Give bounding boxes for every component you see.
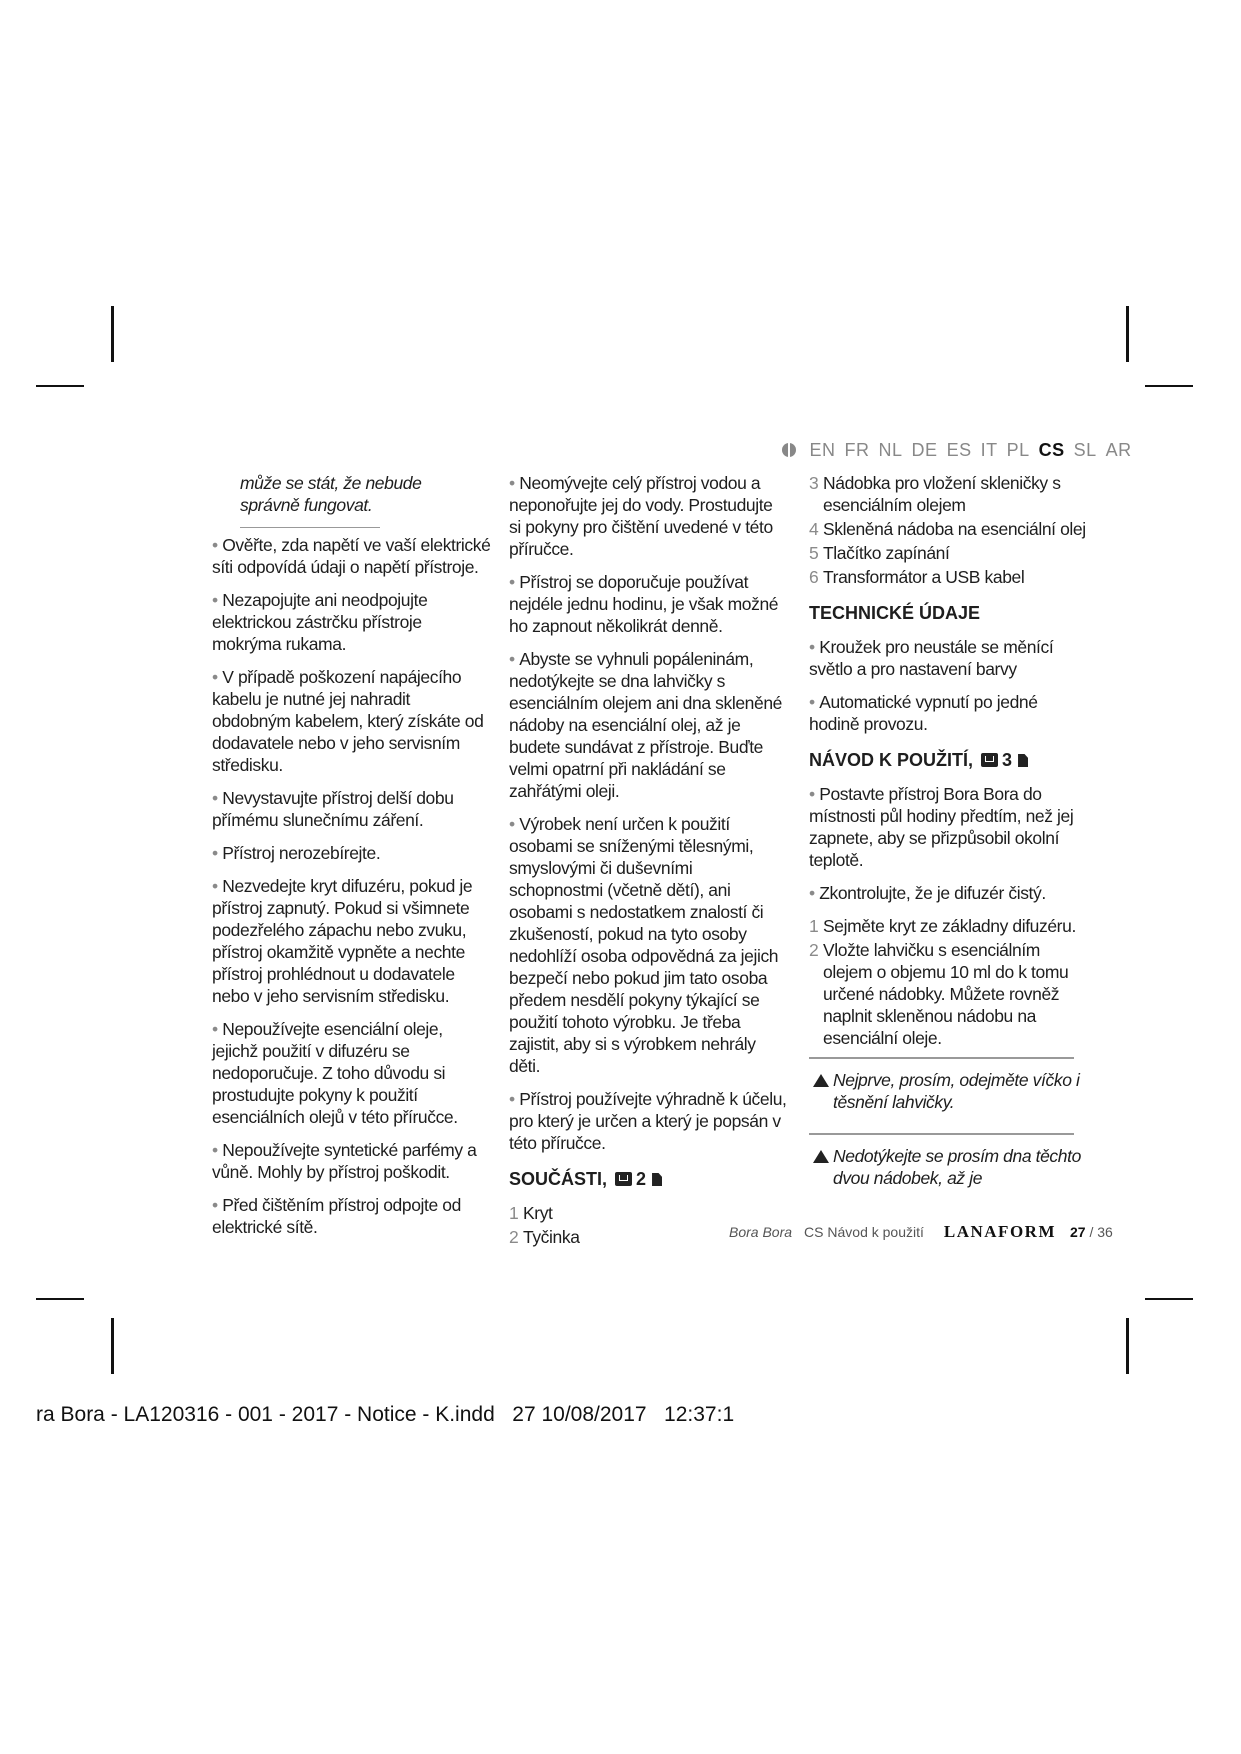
bullet-item: • Před čištěním přístroj odpojte od elektrické sítě. — [212, 1194, 492, 1238]
bullet-item: • Kroužek pro neustále se měnící světlo a pro nastavení barvy — [809, 636, 1089, 680]
page-total: / 36 — [1089, 1224, 1113, 1240]
item-number: 4 — [809, 519, 819, 539]
item-number: 2 — [809, 940, 819, 960]
manual-label: CS Návod k použití — [804, 1224, 924, 1240]
safety-bullet-list — [212, 534, 492, 1238]
numbered-item — [809, 566, 1089, 588]
item-text: Kryt — [523, 1203, 553, 1223]
language-en: EN — [809, 440, 836, 460]
bullet-item: • Neomývejte celý přístroj vodou a neponořujte jej do vody. Prostudujte si pokyny pro čištění uvedené v této příručce. — [509, 472, 787, 560]
item-text: Skleněná nádoba na esenciální olej — [823, 519, 1086, 539]
language-list — [810, 440, 1141, 460]
bullet-item: • Zkontrolujte, že je difuzér čistý. — [809, 882, 1089, 904]
item-text: Tlačítko zapínání — [823, 543, 950, 563]
globe-icon — [782, 443, 796, 457]
rule — [809, 1133, 1074, 1135]
bullet-item: • Nevystavujte přístroj delší dobu přímému slunečnímu záření. — [212, 787, 492, 831]
item-number: 6 — [809, 567, 819, 587]
parts-heading — [509, 1168, 787, 1190]
crop-mark — [36, 1298, 84, 1300]
product-name: Bora Bora — [729, 1224, 793, 1240]
heading-text: NÁVOD K POUŽITÍ, — [809, 750, 974, 770]
warning-1 — [809, 1069, 1089, 1113]
language-nl: NL — [878, 440, 903, 460]
item-number: 3 — [809, 473, 819, 493]
usage-bullet-list — [809, 783, 1089, 904]
numbered-item — [809, 472, 1089, 516]
item-text: Sejměte kryt ze základny difuzéru. — [823, 916, 1076, 936]
safety-bullet-list — [509, 472, 787, 1154]
language-ar: AR — [1105, 440, 1132, 460]
item-number: 5 — [809, 543, 819, 563]
page-footer — [729, 1222, 1113, 1242]
steps-list — [809, 915, 1089, 1049]
figure-number: 3 — [1002, 750, 1013, 770]
bullet-item: • Postavte přístroj Bora Bora do místnosti půl hodiny předtím, než jej zapnete, aby se přizpůsobil okolní teplotě. — [809, 783, 1089, 871]
crop-mark — [1126, 1318, 1129, 1374]
item-number: 1 — [809, 916, 819, 936]
parts-list — [809, 472, 1089, 588]
tech-heading: TECHNICKÉ ÚDAJE — [809, 603, 981, 623]
language-sl: SL — [1073, 440, 1097, 460]
language-es: ES — [946, 440, 972, 460]
warning-text: Nedotýkejte se prosím dna těchto dvou nádobek, až je — [833, 1146, 1081, 1188]
item-text: Tyčinka — [523, 1227, 580, 1247]
document-icon — [652, 1173, 662, 1186]
heading-text: SOUČÁSTI, — [509, 1169, 608, 1189]
bullet-item: • Přístroj používejte výhradně k účelu, pro který je určen a který je popsán v této příručce. — [509, 1088, 787, 1154]
crop-mark — [1145, 1298, 1193, 1300]
tech-bullet-list — [809, 636, 1089, 735]
image-icon — [981, 753, 998, 767]
bullet-item: • Výrobek není určen k použití osobami se sníženými tělesnými, smyslovými či duševními schopnostmi (včetně dětí), ani osobami s nedostatkem znalostí či zkušeností, pokud na tyto osoby nedohlíží osoba odpovědná za jejich bezpečí nebo pokud jim tato osoba předem nesdělí pokyny týkající se použití tohoto výrobku. Je třeba zajistit, aby si s výrobkem nehrály děti. — [509, 813, 787, 1077]
crop-mark — [1126, 306, 1129, 362]
column-1 — [212, 472, 492, 1249]
crop-mark — [1145, 385, 1193, 387]
column-3 — [809, 472, 1089, 1189]
bullet-item: • Nezapojujte ani neodpojujte elektrickou zástrčku přístroje mokrýma rukama. — [212, 589, 492, 655]
item-number: 2 — [509, 1227, 519, 1247]
bullet-item: • Nepoužívejte esenciální oleje, jejichž použití v difuzéru se nedoporučuje. Z toho důvodu si prostudujte pokyny k použití esenciálních olejů v této příručce. — [212, 1018, 492, 1128]
numbered-item — [809, 542, 1089, 564]
item-text: Vložte lahvičku s esenciálním olejem o objemu 10 ml do k tomu určené nádobky. Můžete rovněž naplnit skleněnou nádobu na esenciální oleje. — [823, 940, 1069, 1048]
numbered-item — [809, 915, 1089, 937]
warning-2 — [809, 1145, 1089, 1189]
bullet-item: • Abyste se vyhnuli popáleninám, nedotýkejte se dna lahvičky s esenciálním olejem ani dna skleněné nádoby na esenciální olej, až je budete sundávat z přístroje. Buďte velmi opatrní při nakládání se zahřátými oleji. — [509, 648, 787, 802]
figure-number: 2 — [636, 1169, 647, 1189]
image-icon — [615, 1172, 632, 1186]
crop-mark — [36, 385, 84, 387]
numbered-item — [809, 939, 1089, 1049]
language-fr: FR — [844, 440, 870, 460]
warning-icon — [813, 1074, 829, 1087]
numbered-item — [809, 518, 1089, 540]
continued-text: může se stát, že nebude správně fungovat. — [240, 473, 422, 515]
rule — [809, 1057, 1074, 1059]
bullet-item: • Přístroj se doporučuje používat nejdéle jednu hodinu, je však možné ho zapnout několikrát denně. — [509, 571, 787, 637]
item-text: Nádobka pro vložení skleničky s esenciálním olejem — [823, 473, 1061, 515]
language-pl: PL — [1006, 440, 1030, 460]
numbered-item — [509, 1202, 787, 1224]
bullet-item: • V případě poškození napájecího kabelu je nutné jej nahradit obdobným kabelem, který získáte od dodavatele nebo v jeho servisním středisku. — [212, 666, 492, 776]
language-it: IT — [980, 440, 998, 460]
page-number: 27 — [1070, 1224, 1086, 1240]
bullet-item: • Přístroj nerozebírejte. — [212, 842, 492, 864]
bullet-item: • Ověřte, zda napětí ve vaší elektrické síti odpovídá údaji o napětí přístroje. — [212, 534, 492, 578]
crop-mark — [111, 306, 114, 362]
bullet-item: • Automatické vypnutí po jedné hodině provozu. — [809, 691, 1089, 735]
language-bar — [782, 440, 1141, 461]
language-de: DE — [911, 440, 938, 460]
brand-logo: LANAFORM — [943, 1222, 1056, 1241]
language-cs: CS — [1038, 440, 1065, 460]
warning-icon — [813, 1150, 829, 1163]
crop-mark — [111, 1318, 114, 1374]
document-icon — [1018, 754, 1028, 767]
bullet-item: • Nezvedejte kryt difuzéru, pokud je přístroj zapnutý. Pokud si všimnete podezřelého zápachu nebo zvuku, přístroj okamžitě vypněte a nechte přístroj prohlédnout u dodavatele nebo v jeho servisním středisku. — [212, 875, 492, 1007]
usage-heading — [809, 749, 1089, 771]
separator — [240, 527, 380, 528]
warning-text: Nejprve, prosím, odejměte víčko i těsnění lahvičky. — [833, 1070, 1080, 1112]
bullet-item: • Nepoužívejte syntetické parfémy a vůně. Mohly by přístroj poškodit. — [212, 1139, 492, 1183]
item-number: 1 — [509, 1203, 519, 1223]
item-text: Transformátor a USB kabel — [823, 567, 1025, 587]
column-2 — [509, 472, 787, 1250]
print-slug: ra Bora - LA120316 - 001 - 2017 - Notice - K.indd 27 10/08/2017 12:37:1 — [36, 1403, 735, 1426]
